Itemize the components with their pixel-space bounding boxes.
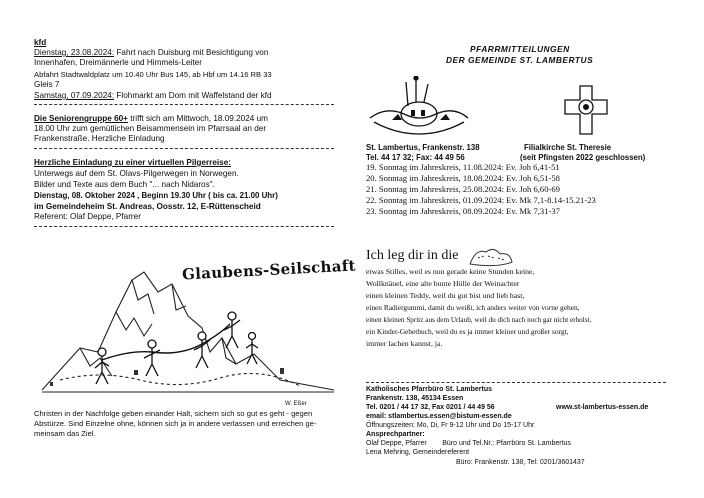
invite-line5: Referent: Olaf Deppe, Pfarrer [34,212,141,221]
divider [34,104,334,105]
office-address: Frankenstr. 138, 45134 Essen [366,395,464,402]
office-website[interactable]: www.st-lambertus-essen.de [556,404,649,411]
contact-referent: Lena Mehring, Gemeindereferent [366,449,470,456]
caption-line1: Christen in der Nachfolge geben einander Halt, sichern sich so gut es geht - gegen [34,409,313,418]
divider [34,148,334,149]
kfd-event-1-text: Fahrt nach Duisburg mit Besichtigung von [114,48,269,57]
church-left-name: St. Lambertus, Frankenstr. 138 [366,143,480,152]
kfd-event-1 [34,48,268,58]
contact-pastor: Olaf Deppe, Pfarrer Büro und Tel.Nr.: Pfarrbüro St. Lambertus [366,440,571,447]
senior-line3: Frankenstraße. Herzliche Einladung [34,134,165,143]
senior-line1 [34,114,268,124]
invite-line4: im Gemeindeheim St. Andreas, Oosstr. 12, E-Rüttenscheid [34,202,261,211]
poem-line: Wollknäuel, eine alte bunte Hülle der Weinachter [366,279,520,288]
reading-item: 19. Sonntag im Jahreskreis, 11.08.2024: Ev. Joh 6,41-51 [366,162,560,172]
invite-line1: Unterwegs auf dem St. Olavs-Pilgerwegen in Norwegen. [34,169,239,178]
st-lambertus-emblem-icon [366,76,472,138]
office-hours: Öffnungszeiten: Mo, Di, Fr 9-12 Uhr und Do 15-17 Uhr [366,422,535,429]
divider [366,382,666,383]
newsletter-title-line1: PFARRMITTEILUNGEN [470,44,570,54]
poem-line: einen kleinen Spritz aus dem Urlaub, weil du dich nach noch gar nicht erholst, [366,316,592,324]
st-theresie-cross-icon [563,84,609,136]
senior-line1-text: trifft sich am Mittwoch, 18.09.2024 um [127,114,268,123]
reading-item: 23. Sonntag im Jahreskreis, 08.09.2024: Ev. Mk 7,31-37 [366,206,560,216]
office-phone: Tel. 0201 / 44 17 32, Fax 0201 / 44 49 56 [366,404,495,411]
church-right-note: (seit Pfingsten 2022 geschlossen) [520,153,646,162]
poem-title: Ich leg dir in die [366,248,459,263]
contacts-heading: Ansprechpartner: [366,431,425,438]
caption-line2: Abstürze. Sind Einzelne ohne, können sich ja in andere verlassen und erreichen ge- [34,419,317,428]
illustration-title: Glaubens-Seilschaft [181,256,357,284]
invite-line3: Dienstag, 08. Oktober 2024 , Beginn 19.30 Uhr ( bis ca. 21.00 Uhr) [34,191,278,200]
newsletter-title-line2: DER GEMEINDE ST. LAMBERTUS [446,55,594,65]
poem-line: etwas Stilles, weil es nun gerade keine Stunden keine, [366,267,535,276]
office-email[interactable]: email: stlambertus.essen@bistum-essen.de [366,413,512,420]
office-name: Katholisches Pfarrbüro St. Lambertus [366,386,493,393]
church-right-name: Filialkirche St. Theresie [524,143,612,152]
kfd-event-1-line3: Abfahrt Stadtwaldplatz um 10.40 Uhr Bus 145, ab Hbf um 14.16 RB 33 [34,70,272,79]
kfd-date-1: Dienstag, 23.08.2024: [34,48,115,57]
invite-title: Herzliche Einladung zu einer virtuellen Pilgerreise: [34,158,232,167]
church-left-phone: Tel. 44 17 32; Fax: 44 49 56 [366,153,465,162]
reading-item: 21. Sonntag im Jahreskreis, 25.08.2024: Ev. Joh 6,60-69 [366,184,560,194]
hand-doodle-icon [468,246,514,268]
poem-line: immer lachen kannst, ja. [366,339,443,348]
invite-line2: Bilder und Texte aus dem Buch "... nach Nidaros". [34,180,215,189]
kfd-event-1-line4: Gleis 7 [34,80,60,89]
reading-item: 20. Sonntag im Jahreskreis, 18.08.2024: Ev. Joh 6,51-58 [366,173,560,183]
mountain-climbers-illustration [40,240,336,398]
kfd-heading: kfd [34,38,47,47]
caption-line3: meinsam das Ziel. [34,429,96,438]
senior-line2: 18.00 Uhr zum gemütlichen Beisammensein im Pfarrsaal an der [34,124,267,133]
reading-item: 22. Sonntag im Jahreskreis, 01.09.2024: Ev. Mk 7,1-8.14-15.21-23 [366,195,596,205]
poem-line: einen Radiergummi, damit du weißt, ich anders weiter von vorne gehen, [366,303,580,312]
kfd-event-1-line2: Innenhafen, Dreimännerle und Himmels-Leiter [34,58,202,67]
contact-office-address: Büro: Frankenstr. 138, Tel: 0201/3601437 [456,459,585,466]
poem-line: einen kleinen Teddy, weil du gut bist und lieb hast, [366,291,525,300]
poem-line: ein Kinder-Gebetbuch, weil du es ja immer kleiner und großer sorgt, [366,327,569,336]
kfd-event-2-text: Flohmarkt am Dom mit Waffelstand der kfd [114,91,272,100]
illustration-credit: W. Eßer [285,401,307,407]
kfd-event-2 [34,91,272,101]
kfd-date-2: Samstag, 07.09.2024: [34,91,115,100]
senior-title: Die Seniorengruppe 60+ [34,114,128,123]
divider [34,226,334,227]
